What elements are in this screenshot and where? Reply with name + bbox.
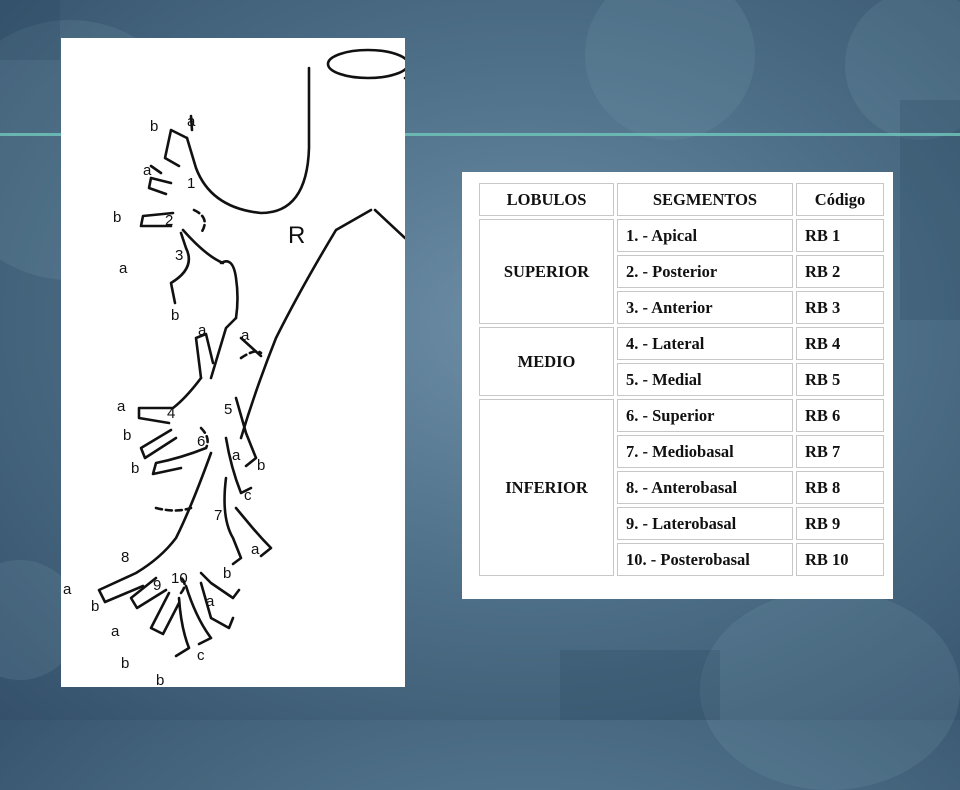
branch-letter: b (171, 307, 180, 324)
branch-letter: b (123, 427, 132, 444)
branch-letter: a (111, 623, 120, 640)
table-header-row (479, 183, 884, 216)
header-codigo: Código (796, 183, 884, 216)
segment-number: 7 (214, 507, 223, 524)
header-lobulos: LOBULOS (479, 183, 614, 216)
segment-number-labels (121, 175, 232, 594)
segment-number: 5 (224, 401, 233, 418)
branch-letter: a (206, 593, 215, 610)
header-segmentos: SEGMENTOS (617, 183, 793, 216)
branch-letter: b (121, 655, 130, 672)
branch-letter: a (63, 581, 72, 598)
table-row (479, 399, 884, 432)
segment-number: 9 (153, 577, 162, 594)
table-row (479, 327, 884, 360)
bronchial-tree-diagram (61, 38, 405, 687)
branch-letter: c (197, 647, 205, 664)
background-square (560, 650, 720, 720)
background-circle (700, 590, 960, 790)
branch-letter: b (156, 672, 165, 687)
branch-letter: a (143, 162, 152, 179)
segment-number: 3 (175, 247, 184, 264)
code-cell: RB 3 (796, 291, 884, 324)
code-cell: RB 10 (796, 543, 884, 576)
lobe-superior: SUPERIOR (479, 219, 614, 324)
branch-letter: a (117, 398, 126, 415)
code-cell: RB 8 (796, 471, 884, 504)
side-label: R (288, 222, 306, 249)
branch-letter: a (119, 260, 128, 277)
segment-number: 2 (165, 212, 174, 229)
code-cell: RB 6 (796, 399, 884, 432)
segment-number: 1 (187, 175, 196, 192)
segment-number: 8 (121, 549, 130, 566)
segment-number: 6 (197, 433, 206, 450)
segment-cell: 6. - Superior (617, 399, 793, 432)
table-row (479, 219, 884, 252)
segment-cell: 8. - Anterobasal (617, 471, 793, 504)
segment-number: 4 (167, 405, 176, 422)
branch-letter: b (257, 457, 266, 474)
segments-table-panel (462, 172, 893, 599)
code-cell: RB 4 (796, 327, 884, 360)
segment-cell: 5. - Medial (617, 363, 793, 396)
background-circle (585, 0, 755, 140)
background-square (0, 0, 60, 60)
segment-cell: 2. - Posterior (617, 255, 793, 288)
code-cell: RB 1 (796, 219, 884, 252)
lobe-inferior: INFERIOR (479, 399, 614, 576)
segment-cell: 1. - Apical (617, 219, 793, 252)
branch-letter: a (198, 322, 207, 339)
branch-letter: b (131, 460, 140, 477)
branch-letter: c (244, 487, 252, 504)
code-cell: RB 7 (796, 435, 884, 468)
segments-table (476, 180, 887, 579)
branch-letter: a (251, 541, 260, 558)
segment-cell: 4. - Lateral (617, 327, 793, 360)
segment-cell: 3. - Anterior (617, 291, 793, 324)
bronchial-tree-drawing (61, 38, 405, 687)
segment-cell: 9. - Laterobasal (617, 507, 793, 540)
branch-letter: a (241, 327, 250, 344)
segment-cell: 10. - Posterobasal (617, 543, 793, 576)
branch-letter: a (187, 113, 196, 130)
segment-number: 10 (171, 570, 188, 587)
branch-letter: b (150, 118, 159, 135)
branch-letter: b (223, 565, 232, 582)
segment-cell: 7. - Mediobasal (617, 435, 793, 468)
lobe-medio: MEDIO (479, 327, 614, 396)
code-cell: RB 5 (796, 363, 884, 396)
code-cell: RB 2 (796, 255, 884, 288)
branch-letter: b (91, 598, 100, 615)
branch-letter: a (232, 447, 241, 464)
code-cell: RB 9 (796, 507, 884, 540)
branch-letter: b (113, 209, 122, 226)
